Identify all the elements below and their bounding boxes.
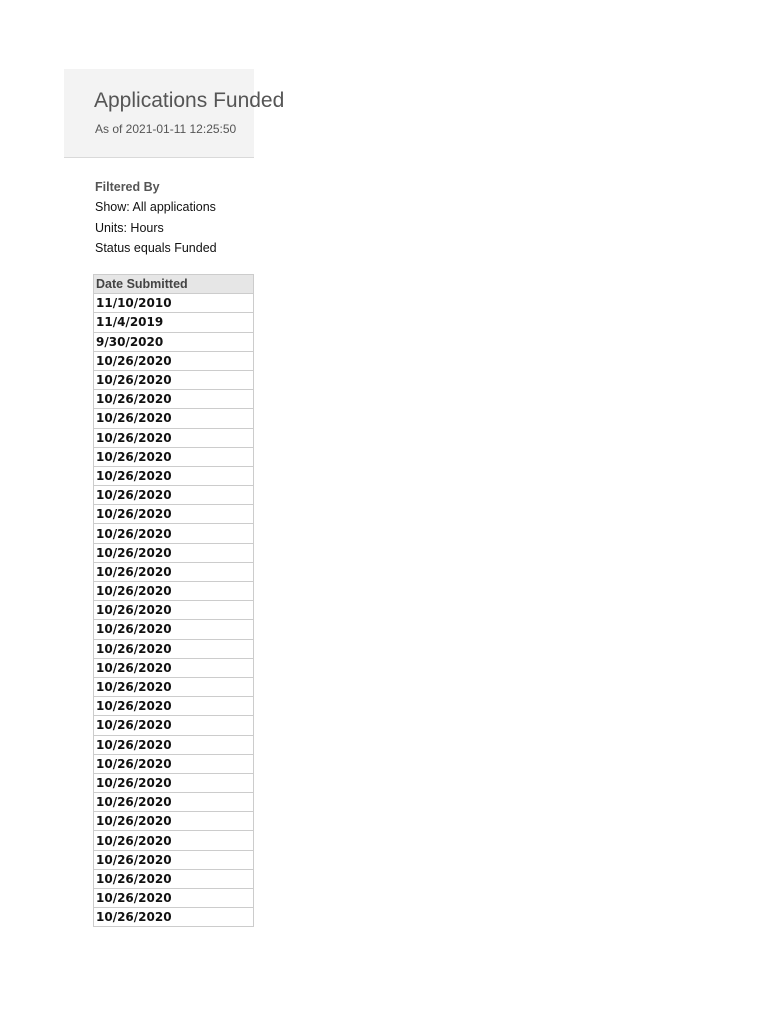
- table-row: [94, 409, 254, 428]
- date-submitted-cell: 10/26/2020: [94, 447, 254, 466]
- date-submitted-cell: 10/26/2020: [94, 562, 254, 581]
- report-timestamp: As of 2021-01-11 12:25:50: [95, 122, 237, 136]
- table-row: [94, 505, 254, 524]
- table-row: [94, 601, 254, 620]
- table-row: [94, 447, 254, 466]
- table-header-row: [94, 275, 254, 294]
- date-submitted-cell: 10/26/2020: [94, 908, 254, 927]
- table-row: [94, 908, 254, 927]
- date-submitted-cell: 10/26/2020: [94, 582, 254, 601]
- table-row: [94, 831, 254, 850]
- table-row: [94, 735, 254, 754]
- table-row: [94, 716, 254, 735]
- date-submitted-cell: 10/26/2020: [94, 697, 254, 716]
- date-submitted-cell: 10/26/2020: [94, 601, 254, 620]
- report-viewport: [64, 69, 285, 969]
- table-row: [94, 313, 254, 332]
- table-row: [94, 294, 254, 313]
- table-row: [94, 332, 254, 351]
- date-submitted-cell: 10/26/2020: [94, 486, 254, 505]
- date-submitted-cell: 10/26/2020: [94, 639, 254, 658]
- date-submitted-cell: 10/26/2020: [94, 677, 254, 696]
- table-row: [94, 562, 254, 581]
- table-row: [94, 658, 254, 677]
- page-title: Applications Funded: [94, 89, 285, 112]
- date-submitted-cell: 10/26/2020: [94, 831, 254, 850]
- report-header: [64, 69, 285, 158]
- date-submitted-cell: 9/30/2020: [94, 332, 254, 351]
- date-submitted-cell: 10/26/2020: [94, 658, 254, 677]
- table-row: [94, 428, 254, 447]
- table-row: [94, 466, 254, 485]
- date-submitted-cell: 11/4/2019: [94, 313, 254, 332]
- table-row: [94, 677, 254, 696]
- table-row: [94, 524, 254, 543]
- filter-units: Units: Hours: [95, 220, 164, 235]
- column-header-date-submitted[interactable]: Date Submitted: [94, 275, 254, 294]
- table-row: [94, 390, 254, 409]
- table-row: [94, 351, 254, 370]
- date-submitted-cell: 10/26/2020: [94, 735, 254, 754]
- date-submitted-cell: 10/26/2020: [94, 773, 254, 792]
- filter-heading: Filtered By: [95, 180, 160, 194]
- table-row: [94, 754, 254, 773]
- table-body: [94, 294, 254, 927]
- date-submitted-cell: 10/26/2020: [94, 889, 254, 908]
- table-row: [94, 543, 254, 562]
- date-submitted-cell: 10/26/2020: [94, 620, 254, 639]
- date-submitted-cell: 10/26/2020: [94, 850, 254, 869]
- date-submitted-cell: 10/26/2020: [94, 428, 254, 447]
- table-row: [94, 850, 254, 869]
- date-submitted-cell: 10/26/2020: [94, 390, 254, 409]
- table-row: [94, 639, 254, 658]
- date-submitted-cell: 10/26/2020: [94, 812, 254, 831]
- table-row: [94, 620, 254, 639]
- table-row: [94, 697, 254, 716]
- table-row: [94, 370, 254, 389]
- date-submitted-cell: 10/26/2020: [94, 505, 254, 524]
- table-row: [94, 889, 254, 908]
- date-submitted-cell: 10/26/2020: [94, 543, 254, 562]
- filter-show: Show: All applications: [95, 200, 216, 215]
- date-submitted-cell: 10/26/2020: [94, 754, 254, 773]
- data-table-wrapper: [93, 274, 254, 927]
- filter-status: Status equals Funded: [95, 240, 217, 255]
- date-submitted-cell: 10/26/2020: [94, 351, 254, 370]
- data-table: [93, 274, 254, 927]
- date-submitted-cell: 10/26/2020: [94, 869, 254, 888]
- table-row: [94, 773, 254, 792]
- date-submitted-cell: 10/26/2020: [94, 524, 254, 543]
- table-row: [94, 793, 254, 812]
- date-submitted-cell: 10/26/2020: [94, 793, 254, 812]
- date-submitted-cell: 10/26/2020: [94, 716, 254, 735]
- table-row: [94, 812, 254, 831]
- table-row: [94, 869, 254, 888]
- date-submitted-cell: 10/26/2020: [94, 466, 254, 485]
- date-submitted-cell: 10/26/2020: [94, 370, 254, 389]
- table-row: [94, 582, 254, 601]
- filter-summary: [95, 177, 217, 258]
- date-submitted-cell: 11/10/2010: [94, 294, 254, 313]
- table-row: [94, 486, 254, 505]
- date-submitted-cell: 10/26/2020: [94, 409, 254, 428]
